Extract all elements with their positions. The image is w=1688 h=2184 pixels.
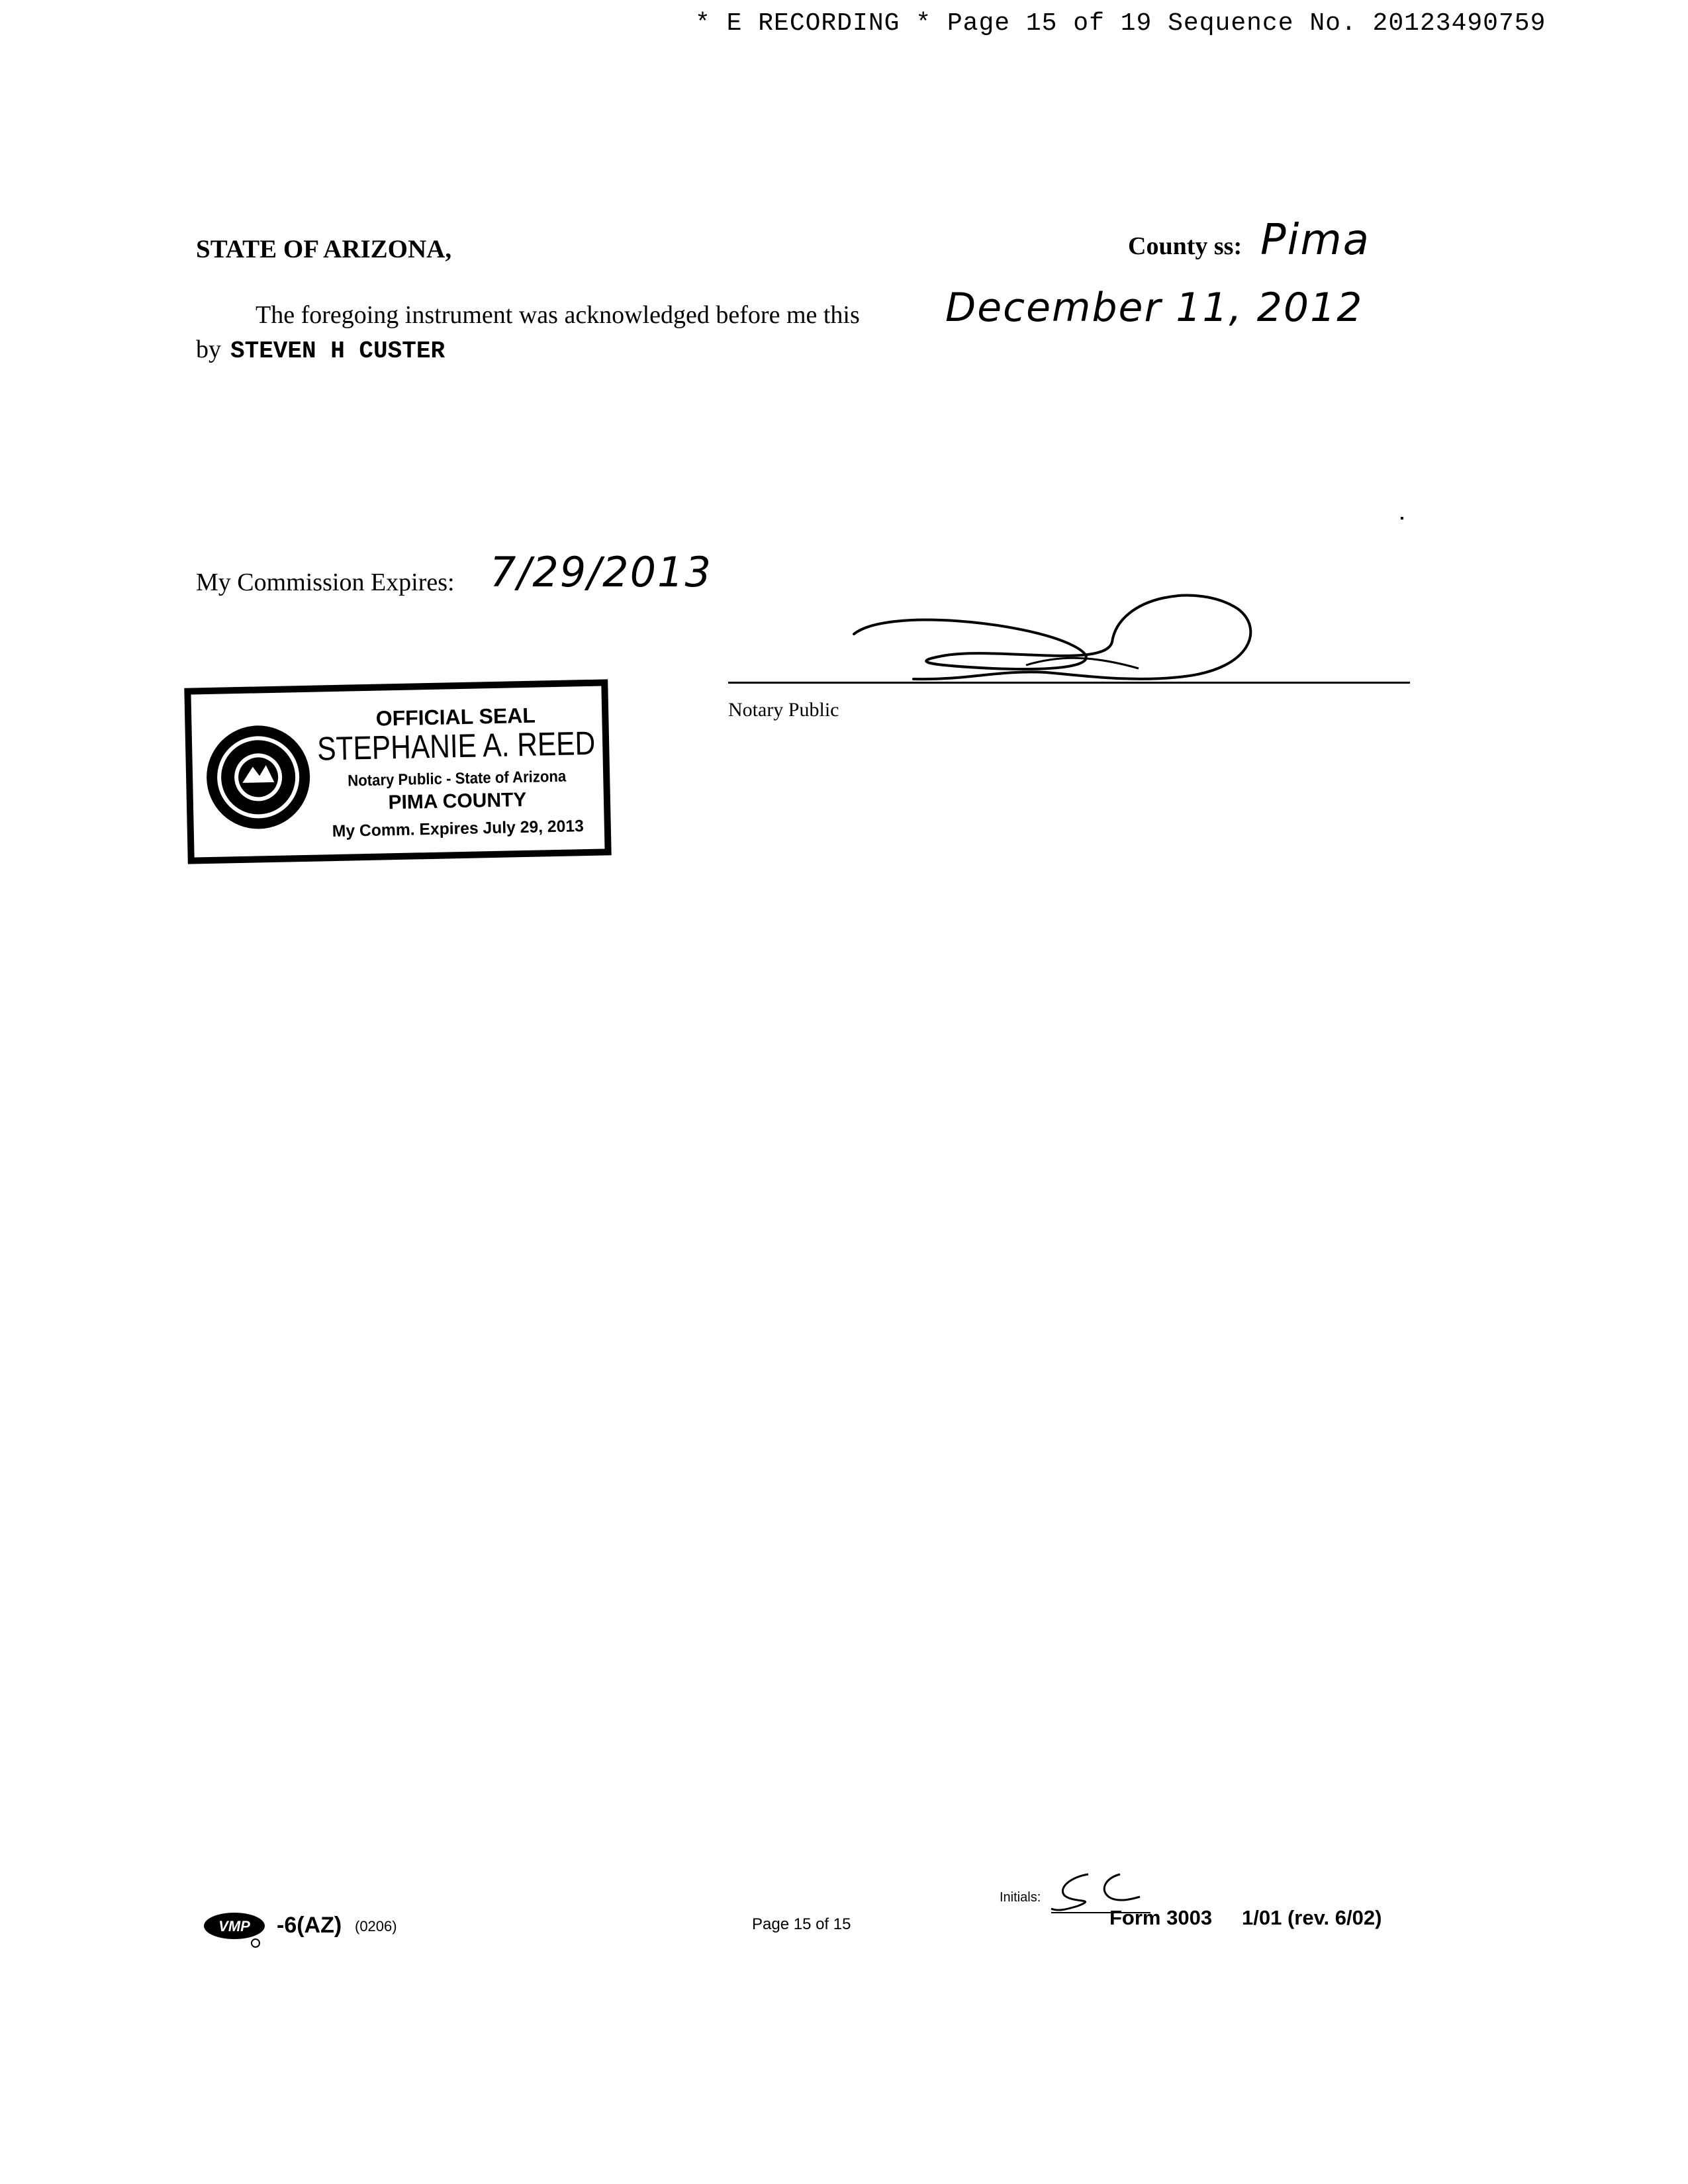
stray-mark <box>1401 517 1403 520</box>
signer-name: STEVEN H CUSTER <box>230 338 445 365</box>
form-revision: 1/01 (rev. 6/02) <box>1242 1906 1382 1929</box>
seal-line-state: Notary Public - State of Arizona <box>347 767 585 790</box>
seal-line-county: PIMA COUNTY <box>388 788 527 814</box>
initials-label: Initials: <box>1000 1890 1041 1905</box>
form-date-code: (0206) <box>355 1918 397 1934</box>
acknowledgment-date-handwritten: December 11, 2012 <box>945 285 1364 331</box>
notary-signature-line <box>728 682 1410 684</box>
svg-text:VMP: VMP <box>218 1918 250 1934</box>
form-number: Form 3003 <box>1109 1906 1213 1929</box>
notary-signature <box>827 556 1258 688</box>
footer-page-number: Page 15 of 15 <box>752 1915 851 1933</box>
acknowledgment-statement: The foregoing instrument was acknowledged before me this <box>256 301 860 329</box>
state-heading: STATE OF ARIZONA, <box>196 235 452 263</box>
seal-notary-name: STEPHANIE A. REED <box>316 723 645 768</box>
official-notary-seal <box>185 682 645 862</box>
vmp-logo-icon <box>203 1911 277 1948</box>
notary-public-label: Notary Public <box>728 699 839 721</box>
county-label: County ss: <box>1128 232 1243 260</box>
seal-line-expires: My Comm. Expires July 29, 2013 <box>332 817 587 841</box>
form-code: -6(AZ) <box>277 1913 342 1938</box>
signer-line <box>196 335 445 365</box>
county-handwritten-value: Pima <box>1260 216 1370 265</box>
commission-expires-handwritten: 7/29/2013 <box>490 548 712 596</box>
recording-header: * E RECORDING * Page 15 of 19 Sequence No. 20123490759 <box>695 9 1546 38</box>
by-label: by <box>196 336 221 363</box>
seal-title: OFFICIAL SEAL <box>375 703 536 731</box>
commission-expires-label: My Commission Expires: <box>196 569 455 596</box>
